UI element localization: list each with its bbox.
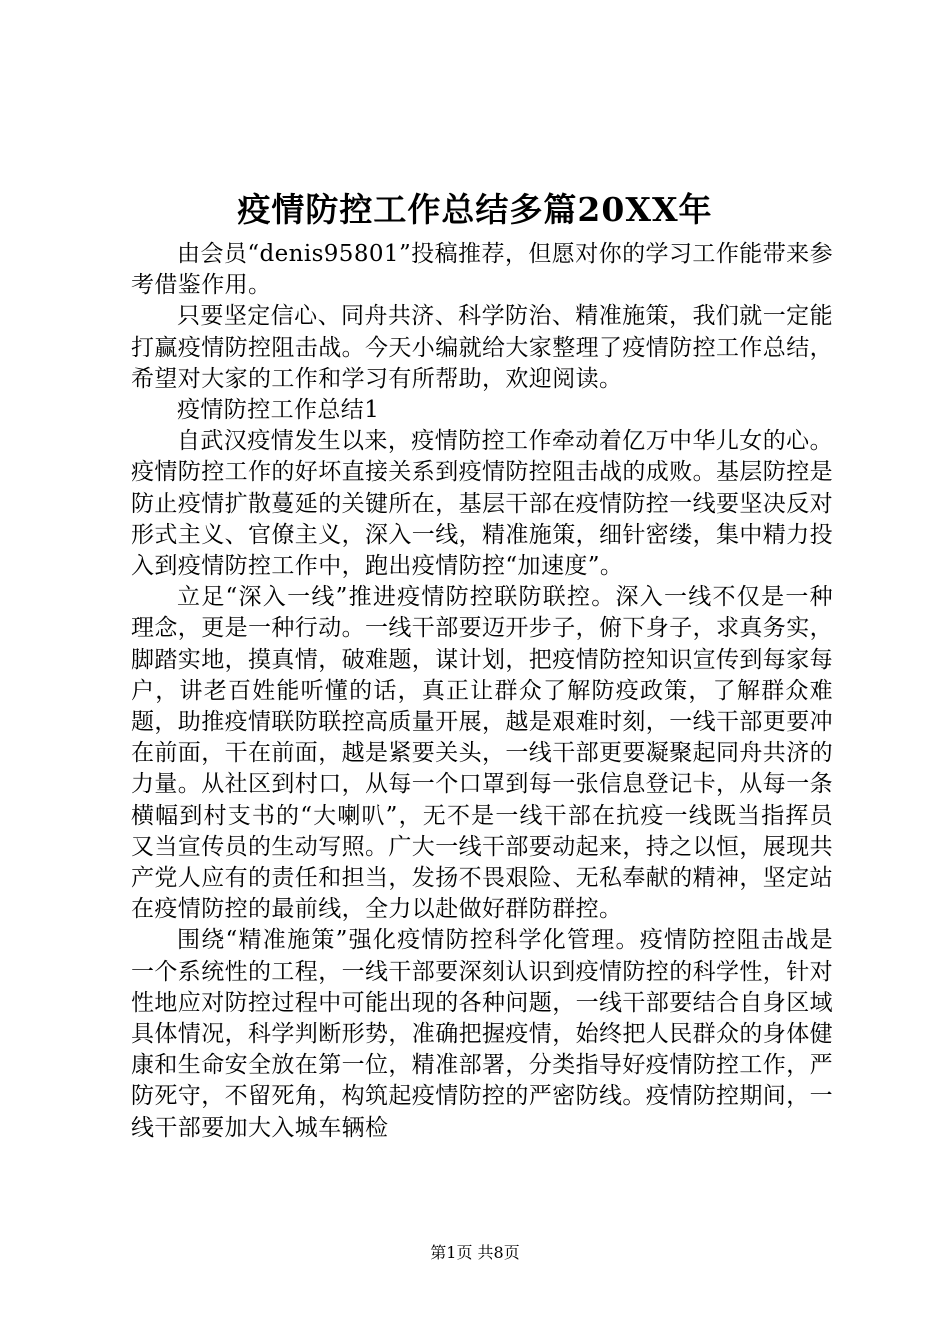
paragraph: 围绕“精准施策”强化疫情防控科学化管理。疫情防控阻击战是一个系统性的工程，一线干部要深刻认识到疫情防控的科学性，针对性地应对防控过程中可能出现的各种问题，一线干部要结合自身区域具体情况，科学判断形势，准确把握疫情，始终把人民群众的身体健康和生命安全放在第一位，精准部署，分类指导好疫情防控工作，严防死守，不留死角，构筑起疫情防控的严密防线。疫情防控期间，一线干部要加大入城车辆检 — [131, 927, 833, 1141]
paragraph-summary: 只要坚定信心、同舟共济、科学防治、精准施策，我们就一定能打赢疫情防控阻击战。今天小编就给大家整理了疫情防控工作总结，希望对大家的工作和学习有所帮助，欢迎阅读。 — [131, 303, 833, 392]
paragraph: 立足“深入一线”推进疫情防控联防联控。深入一线不仅是一种理念，更是一种行动。一线干部要迈开步子，俯下身子，求真务实，脚踏实地，摸真情，破难题，谋计划，把疫情防控知识宣传到每家每户，讲老百姓能听懂的话，真正让群众了解防疫政策，了解群众难题，助推疫情联防联控高质量开展，越是艰难时刻，一线干部更要冲在前面，干在前面，越是紧要关头，一线干部更要凝聚起同舟共济的力量。从社区到村口，从每一个口罩到每一张信息登记卡，从每一条横幅到村支书的“大喇叭”，无不是一线干部在抗疫一线既当指挥员又当宣传员的生动写照。广大一线干部要动起来，持之以恒，展现共产党人应有的责任和担当，发扬不畏艰险、无私奉献的精神，坚定站在疫情防控的最前线，全力以赴做好群防群控。 — [131, 584, 833, 923]
section-heading: 疫情防控工作总结1 — [177, 397, 380, 424]
page-number-footer: 第1页 共8页 — [430, 1243, 520, 1262]
document-body — [131, 239, 833, 1144]
paragraph-intro: 由会员“denis95801”投稿推荐，但愿对你的学习工作能带来参考借鉴作用。 — [131, 241, 833, 299]
document-title: 疫情防控工作总结多篇20XX年 — [237, 190, 713, 229]
paragraph: 自武汉疫情发生以来，疫情防控工作牵动着亿万中华儿女的心。疫情防控工作的好坏直接关系到疫情防控阻击战的成败。基层防控是防止疫情扩散蔓延的关键所在，基层干部在疫情防控一线要坚决反对形式主义、官僚主义，深入一线，精准施策，细针密缕，集中精力投入到疫情防控工作中，跑出疫情防控“加速度”。 — [131, 428, 833, 580]
